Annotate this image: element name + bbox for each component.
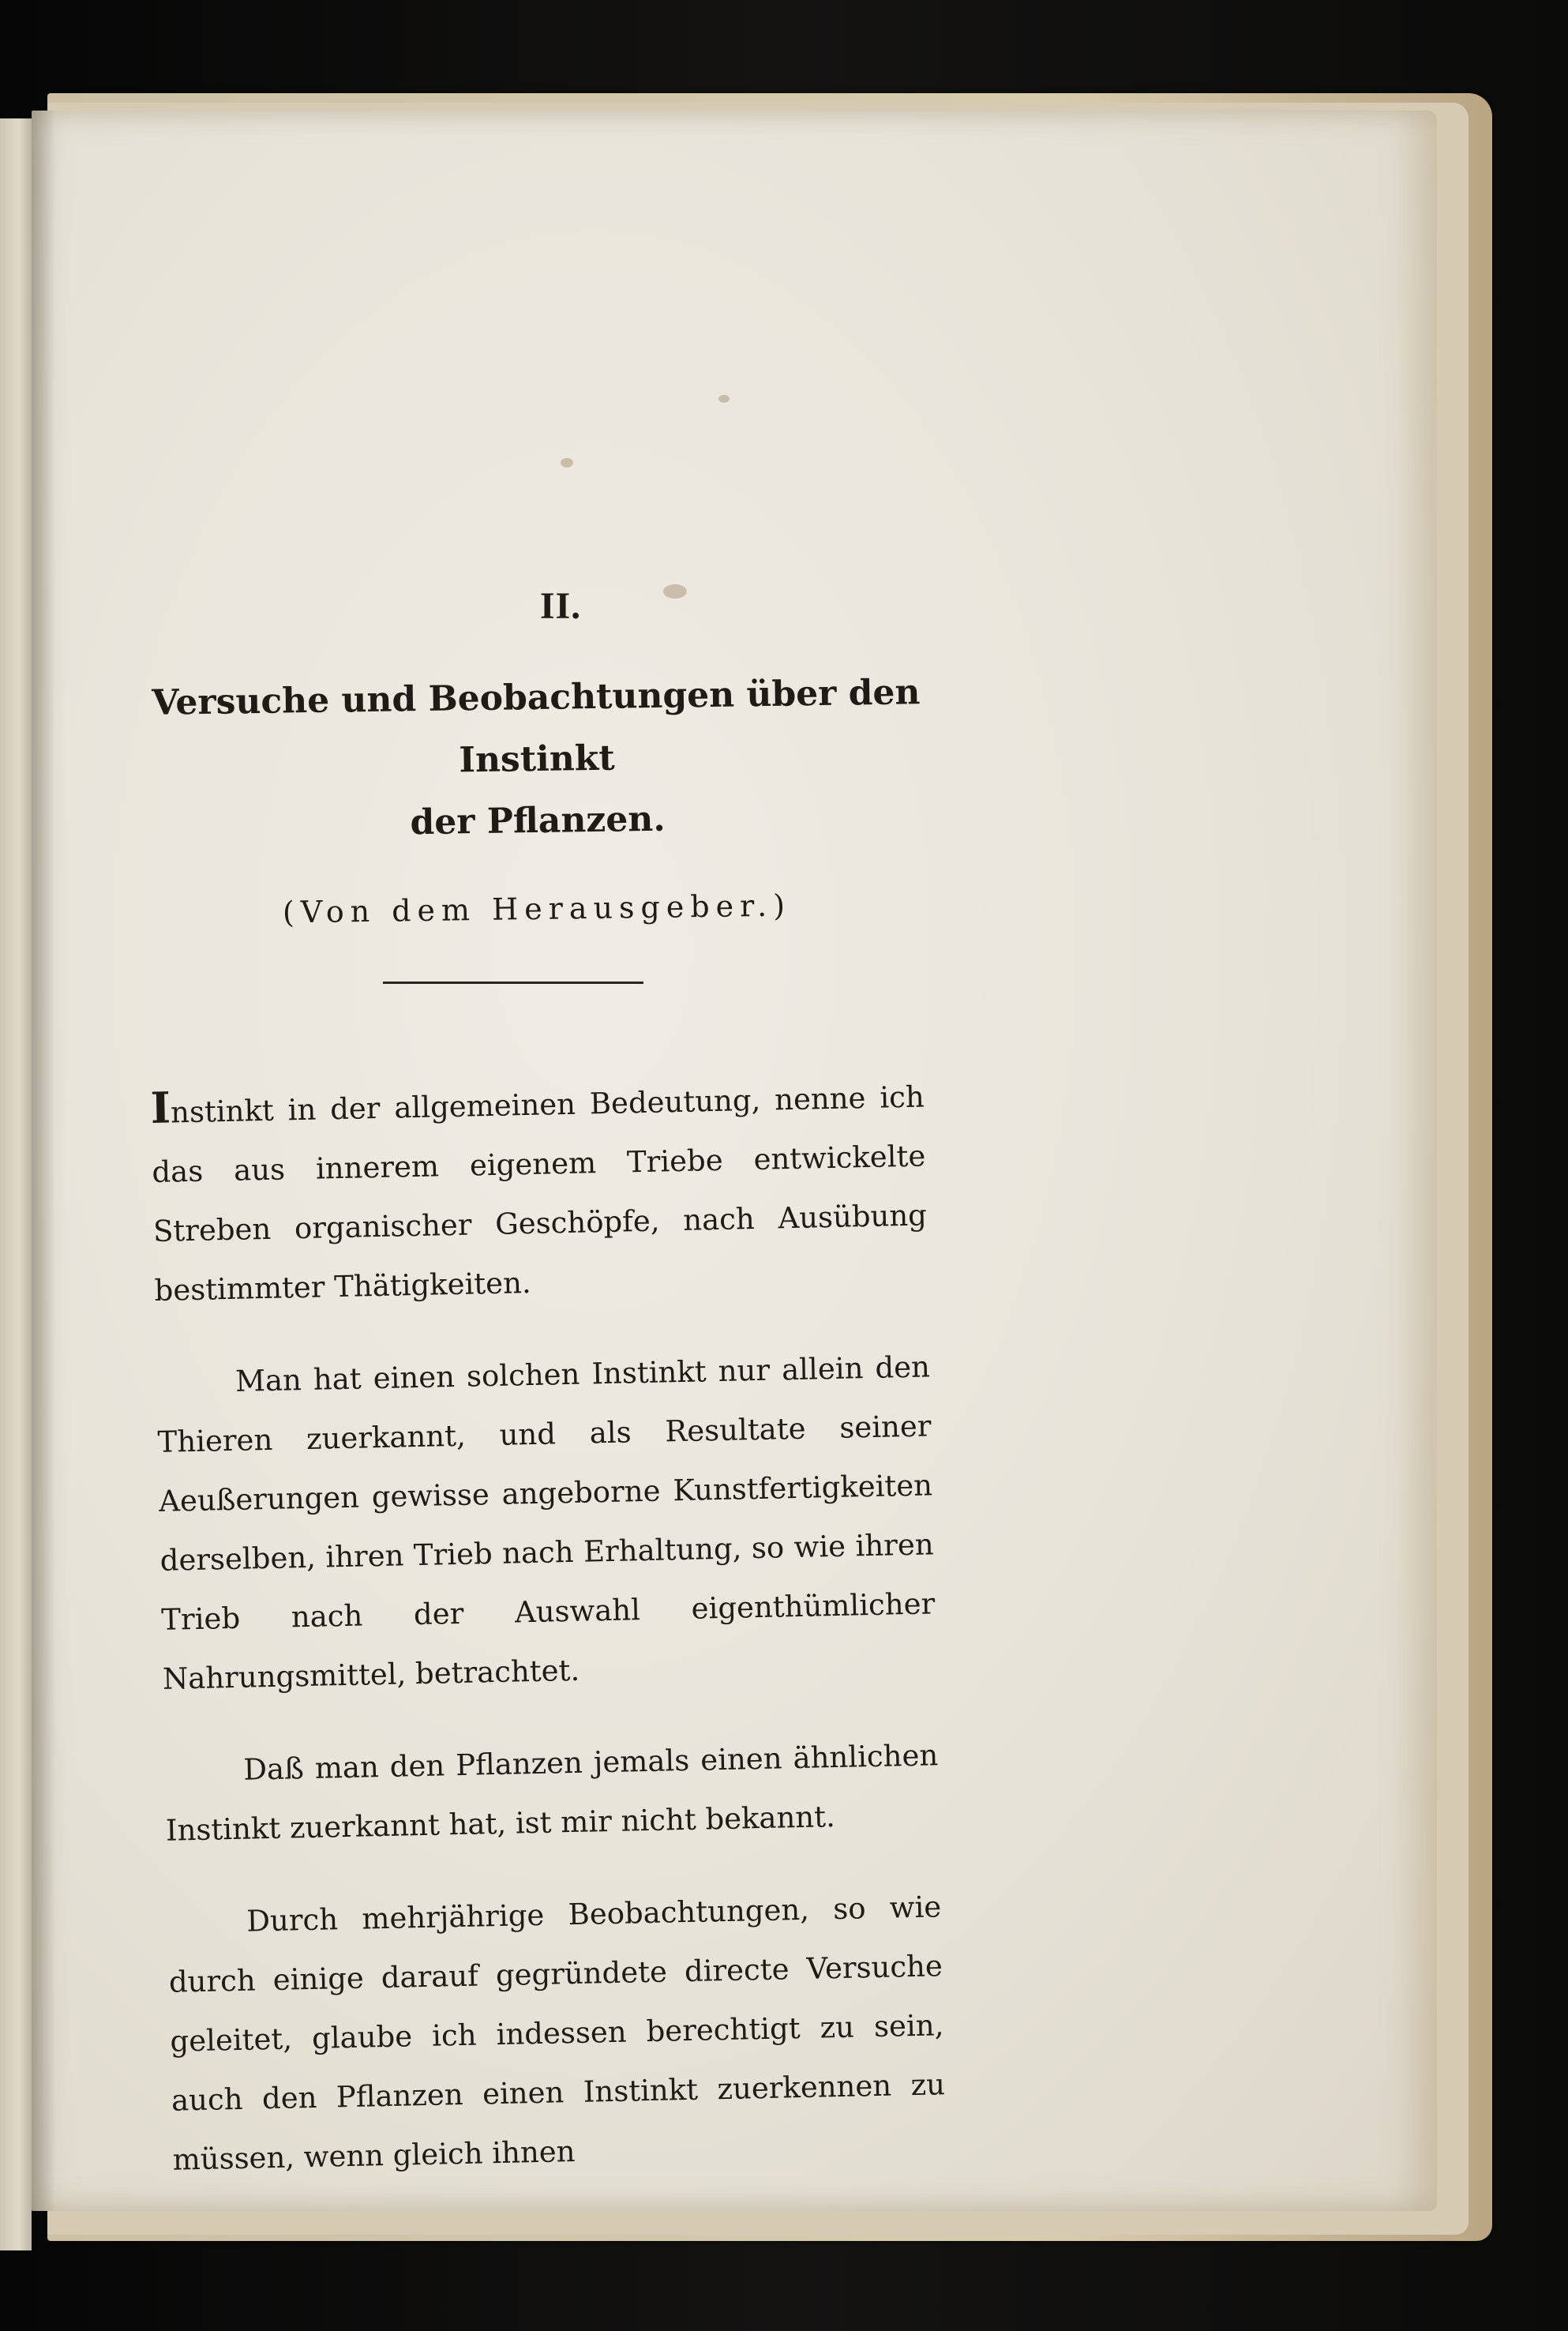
- paragraph: Daß man den Pflanzen jemals einen ähnlichen Instinkt zuerkannt hat, ist mir nicht bekannt.: [165, 1738, 939, 1848]
- title-line-2: der Pflanzen.: [410, 798, 666, 843]
- byline: (Von dem Herausgeber.): [282, 888, 792, 930]
- paper-stain: [718, 395, 730, 403]
- left-page-edge: [0, 118, 32, 2250]
- paragraph: [150, 1062, 928, 1319]
- title-line-1: Versuche und Beobachtungen über den Instinkt: [152, 672, 921, 781]
- body-text: [150, 1062, 947, 2189]
- section-divider: [383, 982, 643, 984]
- paper-stain: [561, 458, 573, 467]
- drop-cap: I: [150, 1082, 171, 1133]
- paragraph: Durch mehrjährige Beobachtungen, so wie durch einige darauf gegründete directe Versuche geleitet, glaube ich indessen berechtigt zu sein, auch den Pflanzen einen Instinkt zuerkennen zu müssen, wenn gleich ihnen: [168, 1890, 946, 2177]
- chapter-number: II.: [539, 585, 582, 627]
- page-text-block: [150, 553, 946, 2223]
- paragraph-text: nstinkt in der allgemeinen Bedeutung, nenne ich das aus innerem eigenem Triebe entwickelte Streben organischer Geschöpfe, nach Ausübung bestimmter Thätigkeiten.: [152, 1079, 928, 1308]
- page-gutter-shadow: [32, 111, 55, 2211]
- paragraph: Man hat einen solchen Instinkt nur allein den Thieren zuerkannt, und als Resultate seiner Aeußerungen gewisse angeborne Kunstfertigkeiten derselben, ihren Trieb nach Erhaltung, so wie ihren Trieb nach der Auswahl eigenthümlicher Nahrungsmittel, betrachtet.: [157, 1349, 936, 1696]
- chapter-title: [148, 662, 925, 858]
